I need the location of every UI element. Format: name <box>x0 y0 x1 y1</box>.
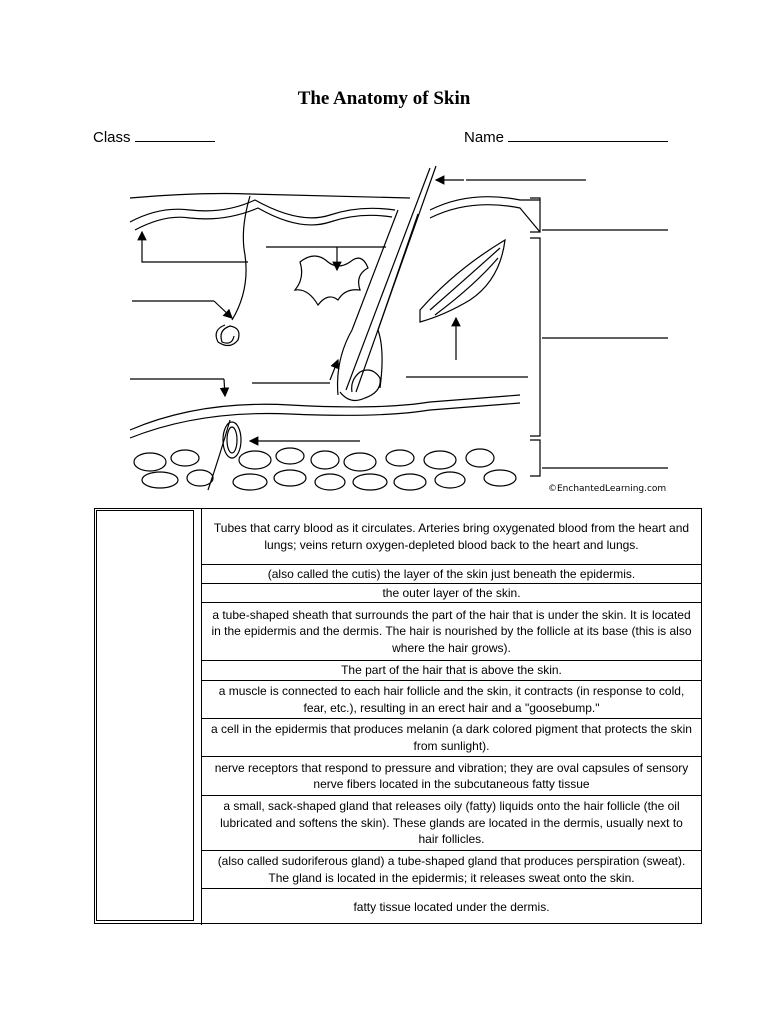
hair-bulb <box>340 370 380 400</box>
sebaceous-gland <box>295 256 368 305</box>
hair-follicle-left <box>338 210 398 395</box>
dermis-bottom <box>130 395 520 430</box>
definition-row: The part of the hair that is above the skin. <box>201 661 701 681</box>
name-label: Name <box>464 129 505 146</box>
name-blank[interactable] <box>508 127 668 142</box>
definitions-list <box>201 509 701 925</box>
name-field <box>464 127 668 146</box>
fat-cells <box>134 448 516 490</box>
class-blank[interactable] <box>135 127 215 142</box>
word-bank-box <box>96 510 194 921</box>
definition-row: the outer layer of the skin. <box>201 584 701 603</box>
definition-row: fatty tissue located under the dermis. <box>201 889 701 925</box>
skin-surface <box>130 194 410 199</box>
definition-row: (also called sudoriferous gland) a tube-shaped gland that produces perspiration (sweat). The gland is located in the epidermis; it releases sweat onto the skin. <box>201 851 701 889</box>
epidermis-right-bottom <box>430 205 540 232</box>
definition-row: nerve receptors that respond to pressure and vibration; they are oval capsules of sensory nerve fibers located in the subcutaneous fatty tissue <box>201 757 701 796</box>
sweat-gland <box>216 325 239 346</box>
dermis-bracket <box>530 238 540 436</box>
hair-follicle-right <box>378 214 418 388</box>
epidermis-right-top <box>430 197 540 210</box>
definitions-table <box>94 508 702 924</box>
credit-text: ©EnchantedLearning.com <box>548 484 667 494</box>
definition-row: a muscle is connected to each hair follicle and the skin, it contracts (in response to cold, fear, etc.), resulting in an erect hair and a "goosebump." <box>201 681 701 719</box>
definition-row: a tube-shaped sheath that surrounds the part of the hair that is under the skin. It is located in the epidermis and the dermis. The hair is nourished by the follicle at its base (this is also where the hair grows). <box>201 603 701 661</box>
class-label: Class <box>93 129 131 146</box>
definition-row: a small, sack-shaped gland that releases oily (fatty) liquids onto the hair follicle (the oil lubricated and softens the skin). These glands are located in the dermis, usually next to hair follicles. <box>201 796 701 851</box>
definition-row: (also called the cutis) the layer of the skin just beneath the epidermis. <box>201 565 701 584</box>
class-field <box>93 127 215 146</box>
definition-row: a cell in the epidermis that produces melanin (a dark colored pigment that protects the skin from sunlight). <box>201 719 701 757</box>
page-title: The Anatomy of Skin <box>297 88 471 109</box>
epidermis-bottom <box>135 208 392 230</box>
definition-row: Tubes that carry blood as it circulates. Arteries bring oxygenated blood from the heart and lungs; veins return oxygen-depleted blood back to the heart and lungs. <box>201 509 701 565</box>
skin-diagram <box>0 150 768 500</box>
subcutis-bracket <box>530 440 540 476</box>
